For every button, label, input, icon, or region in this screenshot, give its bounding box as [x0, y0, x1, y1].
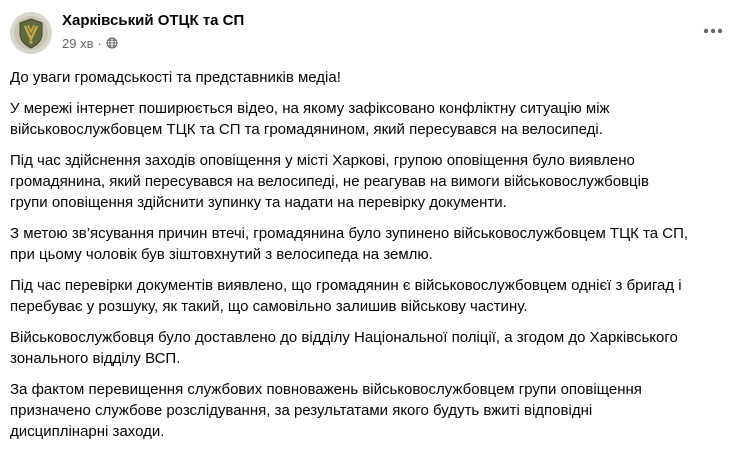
- post-paragraph-3: Під час здійснення заходів оповіщення у місті Харкові, групою оповіщення було виявлено громадянина, який пересувався на велосипеді, не реагував на вимоги військовослужбовців групи оповіщення здійснити зупинку та надати на перевірку документи.: [10, 152, 649, 211]
- more-options-button[interactable]: [698, 16, 728, 46]
- post-paragraph-7: За фактом перевищення службових повноважень військовослужбовцем групи оповіщення призначено службове розслідування, за результатами якого будуть вжиті відповідні дисциплінарні заходи.: [10, 381, 642, 440]
- globe-icon[interactable]: [106, 37, 118, 49]
- post-paragraph-2: У мережі інтернет поширюється відео, на якому зафіксовано конфліктну ситуацію між військовослужбовцем ТЦК та СП та громадянином, який пересувався на велосипеді.: [10, 100, 610, 138]
- military-emblem-icon: [10, 12, 52, 54]
- post-content: [10, 67, 734, 452]
- post-paragraph-1: До уваги громадськості та представників медіа!: [10, 69, 341, 86]
- meta-separator: ·: [97, 35, 102, 51]
- post-paragraph-6: Військовослужбовця було доставлено до відділу Національної поліції, а згодом до Харківського зонального відділу ВСП.: [10, 329, 678, 367]
- post-paragraph-4: З метою зв’ясування причин втечі, громадянина було зупинено військовослужбовцем ТЦК та СП, при цьому чоловік був зіштовхнутий з велосипеда на землю.: [10, 225, 689, 263]
- post-timestamp[interactable]: 29 хв: [62, 35, 94, 51]
- post-paragraph-5: Під час перевірки документів виявлено, що громадянин є військовослужбовцем однієї з бригад і перебуває у розшуку, як такий, що самовільно залишив військову частину.: [10, 277, 682, 315]
- page-avatar[interactable]: [10, 12, 52, 54]
- more-horizontal-icon: [703, 28, 723, 34]
- post-header: [10, 10, 730, 56]
- post-meta: [62, 35, 118, 51]
- post-author[interactable]: Харківський ОТЦК та СП: [62, 12, 245, 29]
